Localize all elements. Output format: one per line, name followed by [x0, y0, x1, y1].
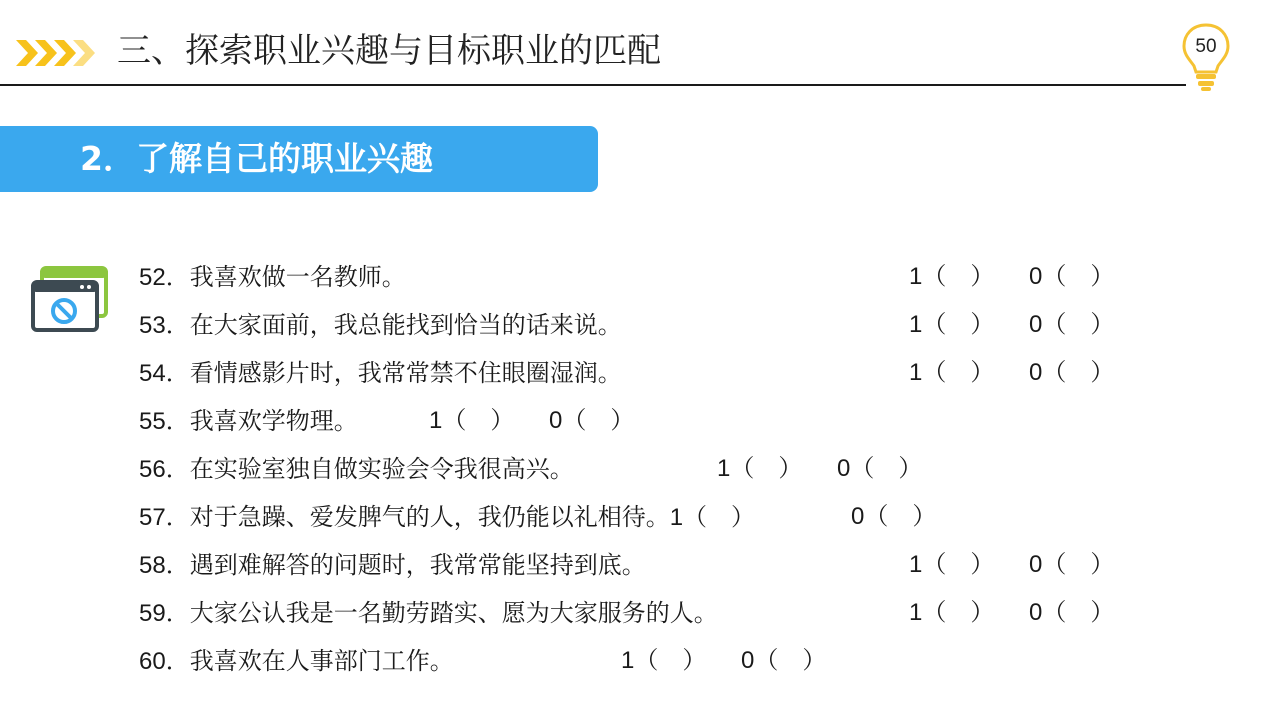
option-yes[interactable]: 1（ ）	[429, 407, 515, 434]
option-yes[interactable]: 1（ ）	[909, 599, 995, 626]
question-56: 56．在实验室独自做实验会令我很高兴。 1（ ） 0（ ）	[139, 452, 574, 487]
question-57: 57．对于急躁、爱发脾气的人，我仍能以礼相待。1（ ） 0（ ）	[139, 500, 755, 535]
option-yes[interactable]: 1（ ）	[909, 311, 995, 338]
option-yes[interactable]: 1（ ）	[669, 504, 756, 531]
question-55: 55．我喜欢学物理。 1（ ） 0（ ）	[139, 404, 358, 439]
option-yes[interactable]: 1（ ）	[909, 359, 995, 386]
option-no[interactable]: 0（ ）	[1029, 359, 1115, 386]
question-59: 59．大家公认我是一名勤劳踏实、愿为大家服务的人。 1（ ） 0（ ）	[139, 596, 718, 631]
page-number: 50	[1195, 36, 1217, 57]
option-yes[interactable]: 1（ ）	[909, 551, 995, 578]
question-58: 58．遇到难解答的问题时，我常常能坚持到底。 1（ ） 0（ ）	[139, 548, 646, 583]
question-53: 53．在大家面前，我总能找到恰当的话来说。 1（ ） 0（ ）	[139, 308, 622, 343]
option-no[interactable]: 0（ ）	[1029, 599, 1115, 626]
header-title: 三、探索职业兴趣与目标职业的匹配	[117, 31, 661, 71]
option-no[interactable]: 0（ ）	[549, 407, 635, 434]
section-title: 2．了解自己的职业兴趣	[80, 139, 433, 178]
option-no[interactable]: 0（ ）	[1029, 311, 1115, 338]
option-no[interactable]: 0（ ）	[837, 455, 923, 482]
option-no[interactable]: 0（ ）	[741, 647, 827, 674]
browser-window-blocked-icon	[30, 266, 110, 336]
section-banner	[0, 126, 598, 192]
option-yes[interactable]: 1（ ）	[909, 263, 995, 290]
option-yes[interactable]: 1（ ）	[717, 455, 803, 482]
question-52: 52．我喜欢做一名教师。 1（ ） 0（ ）	[139, 260, 406, 295]
question-54: 54．看情感影片时，我常常禁不住眼圈湿润。 1（ ） 0（ ）	[139, 356, 622, 391]
header-divider	[0, 84, 1186, 86]
option-yes[interactable]: 1（ ）	[621, 647, 707, 674]
chevron-icon	[16, 38, 98, 68]
option-no[interactable]: 0（ ）	[1029, 551, 1115, 578]
option-no[interactable]: 0（ ）	[1029, 263, 1115, 290]
option-no[interactable]: 0（ ）	[851, 503, 937, 530]
question-60: 60．我喜欢在人事部门工作。 1（ ） 0（ ）	[139, 644, 454, 679]
